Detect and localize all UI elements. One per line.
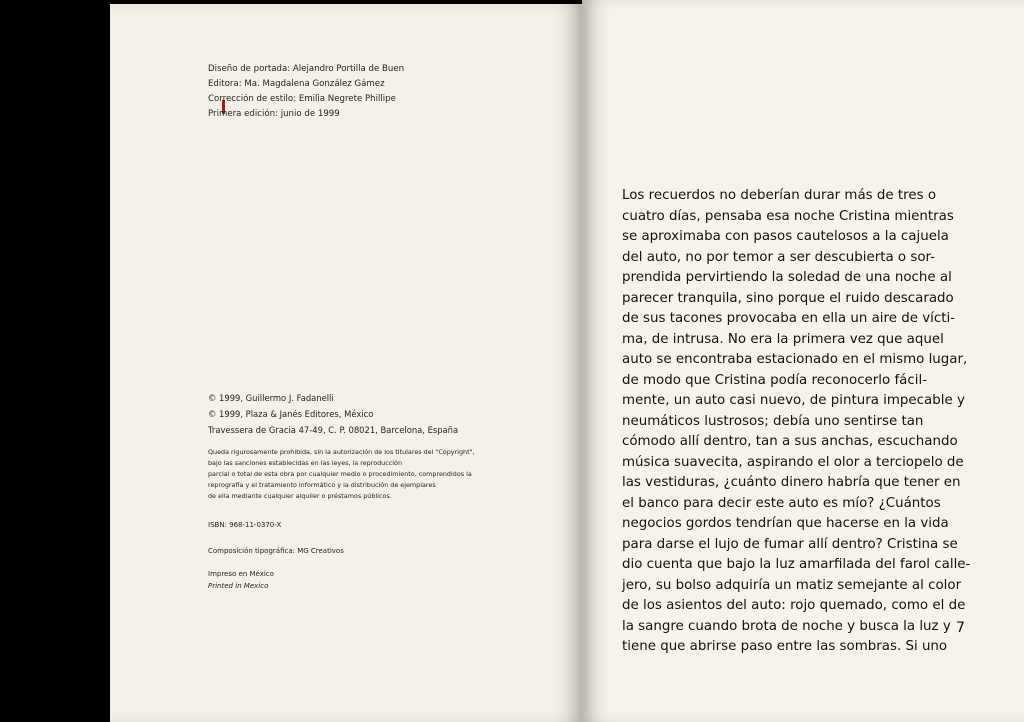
text-line: cómodo allí dentro, tan a sus anchas, escuchando — [622, 434, 958, 449]
text-line: se aproximaba con pasos cautelosos a la cajuela — [622, 229, 949, 244]
copyright-publisher: © 1999, Plaza & Janés Editores, México — [208, 409, 374, 419]
text-line: mente, un auto casi nuevo, de pintura impecable y — [622, 393, 965, 408]
text-line: neumáticos lustrosos; debía uno sentirse tan — [622, 413, 924, 429]
copyright-author: © 1999, Guillermo J. Fadanelli — [208, 393, 334, 403]
legal-line: Queda rigurosamente prohibida, sin la autorización de los titulares del "Copyright", — [208, 448, 475, 456]
text-line: negocios gordos tendrían que hacerse en la vida — [622, 516, 949, 531]
text-line: la sangre cuando brota de noche y busca la luz y — [622, 618, 951, 634]
printed-in-english: Printed in Mexico — [208, 582, 269, 590]
credit-editor: Editora: Ma. Magdalena González Gámez — [208, 79, 385, 89]
text-line: las vestiduras, ¿cuánto dinero habría que tener en — [622, 475, 961, 490]
left-page — [110, 4, 582, 722]
text-line: parecer tranquila, sino porque el ruido descarado — [622, 290, 954, 306]
composition-credit: Composición tipográfica: MG Creativos — [208, 547, 344, 555]
text-line: del auto, no por temor a ser descubierta o sor- — [622, 249, 936, 265]
publisher-address: Travessera de Gracia 47-49, C. P. 08021, Barcelona, España — [208, 425, 459, 435]
printed-in-spanish: Impreso en México — [208, 570, 274, 578]
text-line: cuatro días, pensaba esa noche Cristina mientras — [622, 208, 954, 224]
text-line: dio cuenta que bajo la luz amarfilada del farol calle- — [622, 557, 971, 572]
legal-line: de ella mediante cualquier alquiler o préstamos públicos. — [208, 492, 392, 500]
text-line: de modo que Cristina podía reconocerlo fácil- — [622, 372, 928, 388]
legal-line: parcial o total de esta obra por cualquier medio o procedimiento, comprendidos la — [208, 470, 472, 478]
copyright-block — [208, 390, 458, 438]
text-line: el banco para decir este auto es mío? ¿Cuántos — [622, 495, 941, 511]
credit-style-correction: Corrección de estilo: Emilia Negrete Phillipe — [208, 94, 396, 104]
text-line: jero, su bolso adquiría un matiz semejante al color — [622, 577, 962, 593]
text-line: de sus tacones provocaba en ella un aire de vícti- — [622, 311, 956, 326]
text-line: prendida pervirtiendo la soledad de una noche al — [622, 270, 952, 285]
text-line: Los recuerdos no deberían durar más de tres o — [622, 188, 937, 203]
text-line: de los asientos del auto: rojo quemado, como el de — [622, 598, 966, 613]
legal-line: reprografía y el tratamiento informático y la distribución de ejemplares — [208, 481, 436, 489]
isbn: ISBN: 968-11-0370-X — [208, 521, 282, 529]
body-text — [622, 186, 970, 658]
text-line: música suavecita, aspirando el olor a terciopelo de — [622, 454, 964, 470]
legal-line: bajo las sanciones establecidas en las leyes, la reproducción — [208, 459, 402, 467]
text-line: para darse el lujo de fumar allí dentro? Cristina se — [622, 536, 958, 552]
credit-first-edition: Primera edición: junio de 1999 — [208, 109, 340, 119]
right-page — [582, 0, 1024, 722]
legal-notice — [208, 447, 548, 502]
credits-block — [208, 62, 404, 122]
text-line: auto se encontraba estacionado en el mismo lugar, — [622, 352, 968, 367]
text-line: tiene que abrirse paso entre las sombras. Si uno — [622, 639, 948, 654]
page-number: 7 — [956, 620, 965, 636]
credit-cover-design: Diseño de portada: Alejandro Portilla de Buen — [208, 64, 405, 74]
text-line: ma, de intrusa. No era la primera vez que aquel — [622, 331, 944, 347]
